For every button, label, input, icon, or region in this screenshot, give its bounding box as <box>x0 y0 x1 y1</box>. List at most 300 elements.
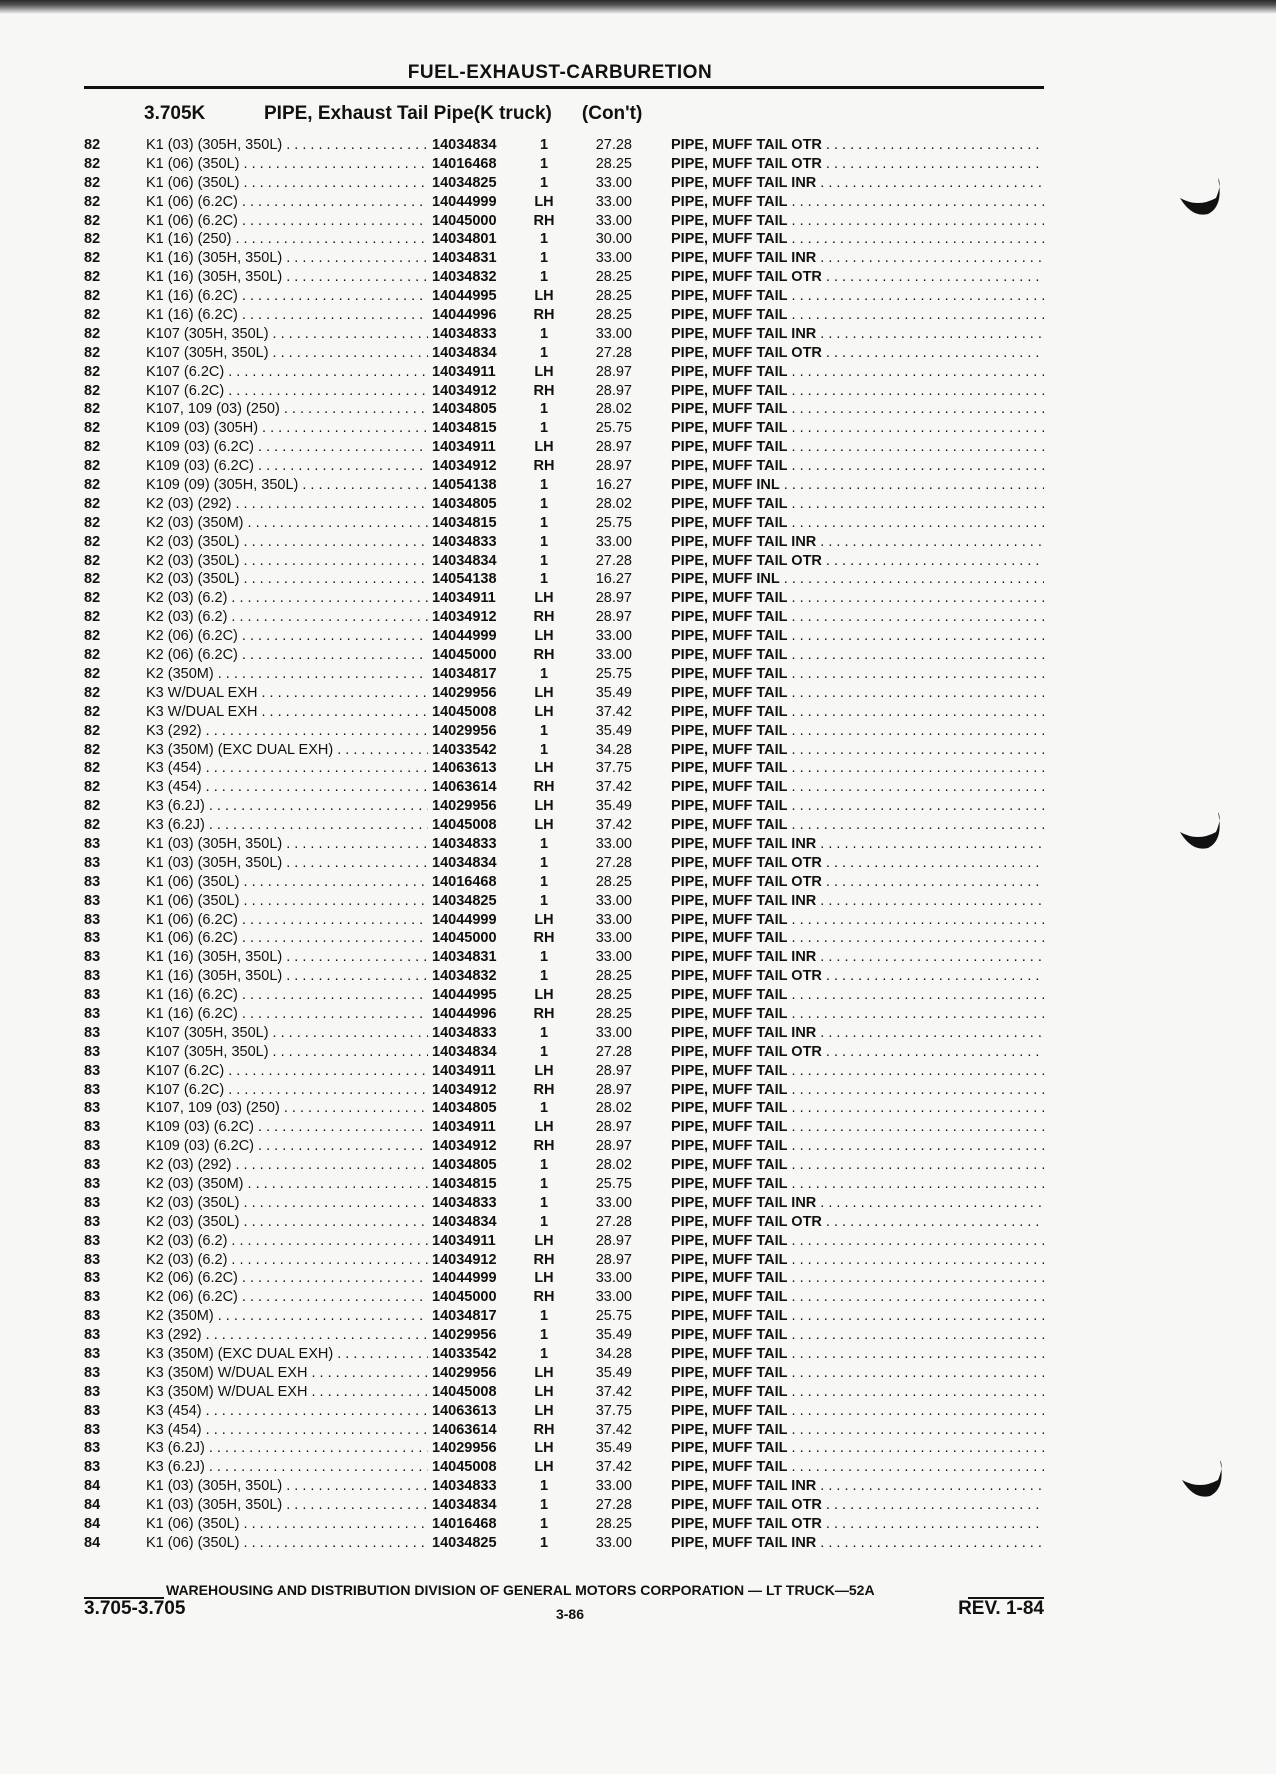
group-number: 82 <box>84 647 101 664</box>
group-number: 83 <box>84 987 101 1004</box>
price: 33.00 <box>595 533 632 550</box>
part-number: 14034912 <box>428 382 524 401</box>
group-number: 82 <box>84 760 101 777</box>
table-row <box>84 344 1044 363</box>
table-row <box>84 1402 1044 1421</box>
group-number: 83 <box>84 1346 101 1362</box>
table-row <box>84 193 1044 212</box>
scan-top-edge <box>0 0 1276 14</box>
quantity-side: LH <box>534 590 554 607</box>
part-number: 14034911 <box>428 438 524 457</box>
quantity-side: LH <box>534 760 554 777</box>
table-row <box>84 835 1044 854</box>
quantity-side: LH <box>534 1459 554 1476</box>
table-row <box>84 1534 1044 1553</box>
part-description: PIPE, MUFF TAIL . . . <box>671 797 1044 816</box>
group-number: 82 <box>84 193 101 210</box>
quantity-side: RH <box>533 647 555 664</box>
part-number: 14033542 <box>428 1345 524 1364</box>
part-description: PIPE, MUFF TAIL . . . <box>671 816 1044 835</box>
part-description: PIPE, MUFF INL . . . <box>671 476 1044 495</box>
model-application: K2 (03) (350L) . . . <box>146 1213 496 1232</box>
price: 33.00 <box>595 835 632 852</box>
model-application: K1 (06) (350L) . . . <box>146 174 496 193</box>
table-row <box>84 646 1044 665</box>
group-number: 83 <box>84 1100 101 1117</box>
price: 28.25 <box>595 1516 632 1533</box>
group-number: 82 <box>84 439 101 456</box>
table-row <box>84 1043 1044 1062</box>
group-number: 82 <box>84 684 101 701</box>
price: 33.00 <box>595 1478 632 1495</box>
group-number: 83 <box>84 1024 101 1041</box>
part-number: 14034912 <box>428 608 524 627</box>
quantity-side: 1 <box>539 949 549 966</box>
model-application: K3 (292) . . . <box>146 722 496 741</box>
table-row <box>84 722 1044 741</box>
part-number: 14034817 <box>428 1307 524 1326</box>
model-application: K1 (06) (6.2C) . . . <box>146 929 496 948</box>
part-description: PIPE, MUFF TAIL . . . <box>671 1137 1044 1156</box>
quantity-side: LH <box>534 987 554 1004</box>
table-row <box>84 1458 1044 1477</box>
group-number: 83 <box>84 1308 101 1325</box>
part-description: PIPE, MUFF TAIL . . . <box>671 419 1044 438</box>
price: 33.00 <box>595 949 632 966</box>
table-row <box>84 514 1044 533</box>
part-number: 14044996 <box>428 306 524 325</box>
model-application: K1 (16) (6.2C) . . . <box>146 287 496 306</box>
model-application: K1 (06) (350L) . . . <box>146 892 496 911</box>
price: 28.02 <box>595 1100 632 1117</box>
part-number: 14045000 <box>428 212 524 231</box>
model-application: K1 (06) (350L) . . . <box>146 1515 496 1534</box>
part-description: PIPE, MUFF TAIL . . . <box>671 1062 1044 1081</box>
part-number: 14044999 <box>428 1269 524 1288</box>
table-row <box>84 797 1044 816</box>
group-number: 82 <box>84 382 101 399</box>
model-application: K3 (350M) W/DUAL EXH . . . <box>146 1364 496 1383</box>
price: 28.97 <box>595 1232 632 1249</box>
model-application: K2 (03) (292) . . . <box>146 1156 496 1175</box>
part-description: PIPE, MUFF TAIL INR . . . <box>671 1194 1044 1213</box>
price: 28.02 <box>595 1157 632 1174</box>
table-row <box>84 476 1044 495</box>
part-description: PIPE, MUFF INL . . . <box>671 570 1044 589</box>
model-application: K3 (6.2J) . . . <box>146 1439 496 1458</box>
part-description: PIPE, MUFF TAIL OTR . . . <box>671 967 1044 986</box>
part-number: 14034911 <box>428 589 524 608</box>
quantity-side: RH <box>533 382 555 399</box>
price: 28.25 <box>595 987 632 1004</box>
section-range: 3.705-3.705 <box>84 1598 186 1619</box>
section-heading <box>144 103 642 125</box>
quantity-side: LH <box>534 817 554 834</box>
price: 37.42 <box>595 703 632 720</box>
page-number: 3-86 <box>555 1606 585 1622</box>
part-number: 14034833 <box>428 325 524 344</box>
part-number: 14034833 <box>428 1194 524 1213</box>
part-number: 14029956 <box>428 1326 524 1345</box>
part-number: 14034801 <box>428 230 524 249</box>
model-application: K3 (6.2J) . . . <box>146 816 496 835</box>
model-application: K1 (16) (6.2C) . . . <box>146 306 496 325</box>
quantity-side: 1 <box>539 1327 549 1344</box>
part-description: PIPE, MUFF TAIL OTR . . . <box>671 1496 1044 1515</box>
part-number: 14034911 <box>428 1062 524 1081</box>
quantity-side: 1 <box>539 477 549 494</box>
part-number: 14044999 <box>428 627 524 646</box>
group-number: 83 <box>84 1062 101 1079</box>
price: 28.25 <box>595 1005 632 1022</box>
group-number: 82 <box>84 344 101 361</box>
group-number: 82 <box>84 571 101 588</box>
group-number: 83 <box>84 1005 101 1022</box>
quantity-side: RH <box>533 779 555 796</box>
group-number: 82 <box>84 363 101 380</box>
model-application: K1 (06) (6.2C) . . . <box>146 193 496 212</box>
quantity-side: 1 <box>539 1534 549 1551</box>
price: 28.97 <box>595 382 632 399</box>
quantity-side: 1 <box>539 1516 549 1533</box>
part-description: PIPE, MUFF TAIL . . . <box>671 1402 1044 1421</box>
price: 28.25 <box>595 968 632 985</box>
part-description: PIPE, MUFF TAIL INR . . . <box>671 249 1044 268</box>
price: 27.28 <box>595 1043 632 1060</box>
table-row <box>84 684 1044 703</box>
group-number: 83 <box>84 1289 101 1306</box>
part-description: PIPE, MUFF TAIL . . . <box>671 1421 1044 1440</box>
table-row <box>84 438 1044 457</box>
model-application: K1 (03) (305H, 350L) . . . <box>146 854 496 873</box>
group-number: 83 <box>84 1175 101 1192</box>
table-row <box>84 287 1044 306</box>
part-description: PIPE, MUFF TAIL . . . <box>671 1232 1044 1251</box>
part-description: PIPE, MUFF TAIL INR . . . <box>671 892 1044 911</box>
quantity-side: LH <box>534 798 554 815</box>
part-description: PIPE, MUFF TAIL . . . <box>671 438 1044 457</box>
price: 25.75 <box>595 420 632 437</box>
part-description: PIPE, MUFF TAIL INR . . . <box>671 325 1044 344</box>
group-number: 82 <box>84 609 101 626</box>
price: 27.28 <box>595 344 632 361</box>
table-row <box>84 382 1044 401</box>
quantity-side: 1 <box>539 552 549 569</box>
quantity-side: LH <box>534 1119 554 1136</box>
model-application: K1 (06) (6.2C) . . . <box>146 212 496 231</box>
model-application: K107, 109 (03) (250) . . . <box>146 1099 496 1118</box>
part-number: 14034833 <box>428 1477 524 1496</box>
table-row <box>84 495 1044 514</box>
group-number: 82 <box>84 495 101 512</box>
table-row <box>84 665 1044 684</box>
part-description: PIPE, MUFF TAIL INR . . . <box>671 1024 1044 1043</box>
group-number: 82 <box>84 477 101 494</box>
price: 28.97 <box>595 1138 632 1155</box>
group-number: 83 <box>84 1043 101 1060</box>
quantity-side: 1 <box>539 571 549 588</box>
part-number: 14029956 <box>428 1439 524 1458</box>
part-number: 14016468 <box>428 155 524 174</box>
quantity-side: LH <box>534 628 554 645</box>
quantity-side: 1 <box>539 854 549 871</box>
part-number: 14054138 <box>428 570 524 589</box>
part-number: 14044995 <box>428 287 524 306</box>
part-description: PIPE, MUFF TAIL OTR . . . <box>671 854 1044 873</box>
price: 33.00 <box>595 1270 632 1287</box>
model-application: K3 (292) . . . <box>146 1326 496 1345</box>
model-application: K1 (16) (6.2C) . . . <box>146 986 496 1005</box>
model-application: K2 (06) (6.2C) . . . <box>146 646 496 665</box>
part-description: PIPE, MUFF TAIL . . . <box>671 646 1044 665</box>
quantity-side: 1 <box>539 1175 549 1192</box>
table-row <box>84 967 1044 986</box>
table-row <box>84 570 1044 589</box>
table-row <box>84 400 1044 419</box>
part-number: 14034825 <box>428 1534 524 1553</box>
group-number: 82 <box>84 174 101 191</box>
part-number: 14045000 <box>428 929 524 948</box>
price: 33.00 <box>595 911 632 928</box>
table-row <box>84 1496 1044 1515</box>
model-application: K3 W/DUAL EXH . . . <box>146 684 496 703</box>
price: 33.00 <box>595 930 632 947</box>
quantity-side: 1 <box>539 250 549 267</box>
quantity-side: LH <box>534 363 554 380</box>
price: 33.00 <box>595 647 632 664</box>
part-number: 14034805 <box>428 495 524 514</box>
model-application: K2 (03) (6.2) . . . <box>146 1232 496 1251</box>
part-number: 14034834 <box>428 1043 524 1062</box>
quantity-side: 1 <box>539 1308 549 1325</box>
price: 30.00 <box>595 231 632 248</box>
price: 33.00 <box>595 174 632 191</box>
model-application: K107 (305H, 350L) . . . <box>146 344 496 363</box>
part-description: PIPE, MUFF TAIL . . . <box>671 929 1044 948</box>
model-application: K1 (03) (305H, 350L) . . . <box>146 835 496 854</box>
part-description: PIPE, MUFF TAIL . . . <box>671 1326 1044 1345</box>
table-row <box>84 1421 1044 1440</box>
model-application: K2 (03) (350L) . . . <box>146 533 496 552</box>
price: 25.75 <box>595 665 632 682</box>
table-row <box>84 533 1044 552</box>
quantity-side: LH <box>534 1402 554 1419</box>
part-number: 14034825 <box>428 174 524 193</box>
part-number: 14045008 <box>428 703 524 722</box>
revision-label: REV. 1-84 <box>958 1598 1044 1619</box>
quantity-side: RH <box>533 307 555 324</box>
group-number: 82 <box>84 514 101 531</box>
quantity-side: 1 <box>539 155 549 172</box>
price: 16.27 <box>595 477 632 494</box>
part-number: 14034912 <box>428 457 524 476</box>
price: 33.00 <box>595 193 632 210</box>
price: 37.42 <box>595 1459 632 1476</box>
group-number: 82 <box>84 212 101 229</box>
part-number: 14034815 <box>428 514 524 533</box>
price: 27.28 <box>595 1497 632 1514</box>
part-number: 14034912 <box>428 1137 524 1156</box>
part-number: 14034815 <box>428 419 524 438</box>
table-row <box>84 1062 1044 1081</box>
part-description: PIPE, MUFF TAIL . . . <box>671 212 1044 231</box>
model-application: K107 (6.2C) . . . <box>146 363 496 382</box>
table-row <box>84 948 1044 967</box>
part-description: PIPE, MUFF TAIL . . . <box>671 1307 1044 1326</box>
continued-label: (Con't) <box>581 103 643 124</box>
part-number: 14063613 <box>428 1402 524 1421</box>
model-application: K2 (03) (350M) . . . <box>146 1175 496 1194</box>
quantity-side: 1 <box>539 137 549 153</box>
part-number: 14044999 <box>428 193 524 212</box>
quantity-side: RH <box>533 1421 555 1438</box>
table-row <box>84 419 1044 438</box>
price: 28.97 <box>595 1062 632 1079</box>
group-number: 82 <box>84 722 101 739</box>
price: 33.00 <box>595 1194 632 1211</box>
group-number: 83 <box>84 968 101 985</box>
price: 37.75 <box>595 760 632 777</box>
group-number: 83 <box>84 1157 101 1174</box>
part-number: 14034831 <box>428 948 524 967</box>
table-row <box>84 1251 1044 1270</box>
price: 28.97 <box>595 609 632 626</box>
part-description: PIPE, MUFF TAIL . . . <box>671 1175 1044 1194</box>
table-row <box>84 363 1044 382</box>
model-application: K3 (6.2J) . . . <box>146 1458 496 1477</box>
page-title: FUEL-EXHAUST-CARBURETION <box>407 62 713 83</box>
part-number: 14063614 <box>428 778 524 797</box>
part-description: PIPE, MUFF TAIL . . . <box>671 1288 1044 1307</box>
model-application: K107 (6.2C) . . . <box>146 382 496 401</box>
part-description: PIPE, MUFF TAIL INR . . . <box>671 948 1044 967</box>
quantity-side: LH <box>534 1364 554 1381</box>
part-number: 14063613 <box>428 759 524 778</box>
part-description: PIPE, MUFF TAIL INR . . . <box>671 835 1044 854</box>
group-number: 82 <box>84 269 101 286</box>
part-number: 14034834 <box>428 552 524 571</box>
group-number: 84 <box>84 1478 101 1495</box>
part-number: 14016468 <box>428 873 524 892</box>
group-number: 82 <box>84 552 101 569</box>
part-description: PIPE, MUFF TAIL . . . <box>671 911 1044 930</box>
part-description: PIPE, MUFF TAIL . . . <box>671 363 1044 382</box>
group-number: 83 <box>84 1119 101 1136</box>
part-description: PIPE, MUFF TAIL . . . <box>671 759 1044 778</box>
part-description: PIPE, MUFF TAIL OTR . . . <box>671 344 1044 363</box>
price: 25.75 <box>595 514 632 531</box>
group-number: 83 <box>84 1251 101 1268</box>
group-number: 82 <box>84 665 101 682</box>
part-description: PIPE, MUFF TAIL . . . <box>671 495 1044 514</box>
price: 33.00 <box>595 1289 632 1306</box>
table-row <box>84 1081 1044 1100</box>
model-application: K1 (16) (305H, 350L) . . . <box>146 249 496 268</box>
part-description: PIPE, MUFF TAIL . . . <box>671 1005 1044 1024</box>
price: 28.02 <box>595 401 632 418</box>
price: 28.97 <box>595 590 632 607</box>
price: 33.00 <box>595 325 632 342</box>
group-number: 83 <box>84 1213 101 1230</box>
quantity-side: 1 <box>539 174 549 191</box>
price: 28.97 <box>595 1081 632 1098</box>
model-application: K109 (03) (6.2C) . . . <box>146 438 496 457</box>
part-description: PIPE, MUFF TAIL OTR . . . <box>671 136 1044 155</box>
part-number: 14045008 <box>428 1458 524 1477</box>
group-number: 82 <box>84 798 101 815</box>
part-number: 14045008 <box>428 816 524 835</box>
group-number: 82 <box>84 458 101 475</box>
part-number: 14034911 <box>428 363 524 382</box>
price: 27.28 <box>595 137 632 153</box>
price: 34.28 <box>595 1346 632 1362</box>
price: 16.27 <box>595 571 632 588</box>
table-row <box>84 306 1044 325</box>
part-number: 14054138 <box>428 476 524 495</box>
model-application: K3 (454) . . . <box>146 1402 496 1421</box>
price: 28.97 <box>595 1119 632 1136</box>
part-number: 14034834 <box>428 1496 524 1515</box>
table-row <box>84 741 1044 760</box>
table-row <box>84 608 1044 627</box>
model-application: K109 (03) (305H) . . . <box>146 419 496 438</box>
price: 37.75 <box>595 1402 632 1419</box>
part-number: 14029956 <box>428 722 524 741</box>
price: 27.28 <box>595 552 632 569</box>
table-row <box>84 268 1044 287</box>
price: 37.42 <box>595 779 632 796</box>
model-application: K3 (350M) (EXC DUAL EXH) . . . <box>146 1345 496 1364</box>
part-number: 14034825 <box>428 892 524 911</box>
table-row <box>84 854 1044 873</box>
model-application: K2 (350M) . . . <box>146 1307 496 1326</box>
model-application: K107 (6.2C) . . . <box>146 1062 496 1081</box>
table-row <box>84 1326 1044 1345</box>
quantity-side: 1 <box>539 401 549 418</box>
model-application: K107, 109 (03) (250) . . . <box>146 400 496 419</box>
table-row <box>84 1213 1044 1232</box>
price: 37.42 <box>595 1421 632 1438</box>
price: 27.28 <box>595 1213 632 1230</box>
model-application: K2 (03) (6.2) . . . <box>146 1251 496 1270</box>
quantity-side: LH <box>534 288 554 305</box>
group-number: 82 <box>84 779 101 796</box>
group-number: 82 <box>84 533 101 550</box>
price: 28.25 <box>595 269 632 286</box>
model-application: K2 (03) (6.2) . . . <box>146 608 496 627</box>
part-number: 14034834 <box>428 136 524 155</box>
price: 35.49 <box>595 1440 632 1457</box>
table-row <box>84 816 1044 835</box>
price: 37.42 <box>595 817 632 834</box>
title-rule <box>84 86 1044 89</box>
table-row <box>84 552 1044 571</box>
part-number: 14063614 <box>428 1421 524 1440</box>
group-number: 82 <box>84 703 101 720</box>
table-row <box>84 1005 1044 1024</box>
model-application: K3 (454) . . . <box>146 759 496 778</box>
quantity-side: LH <box>534 1383 554 1400</box>
price: 27.28 <box>595 854 632 871</box>
quantity-side: 1 <box>539 231 549 248</box>
part-number: 14034833 <box>428 835 524 854</box>
model-application: K1 (16) (305H, 350L) . . . <box>146 967 496 986</box>
price: 35.49 <box>595 798 632 815</box>
group-number: 82 <box>84 307 101 324</box>
group-number: 82 <box>84 401 101 418</box>
table-row <box>84 929 1044 948</box>
part-description: PIPE, MUFF TAIL . . . <box>671 608 1044 627</box>
